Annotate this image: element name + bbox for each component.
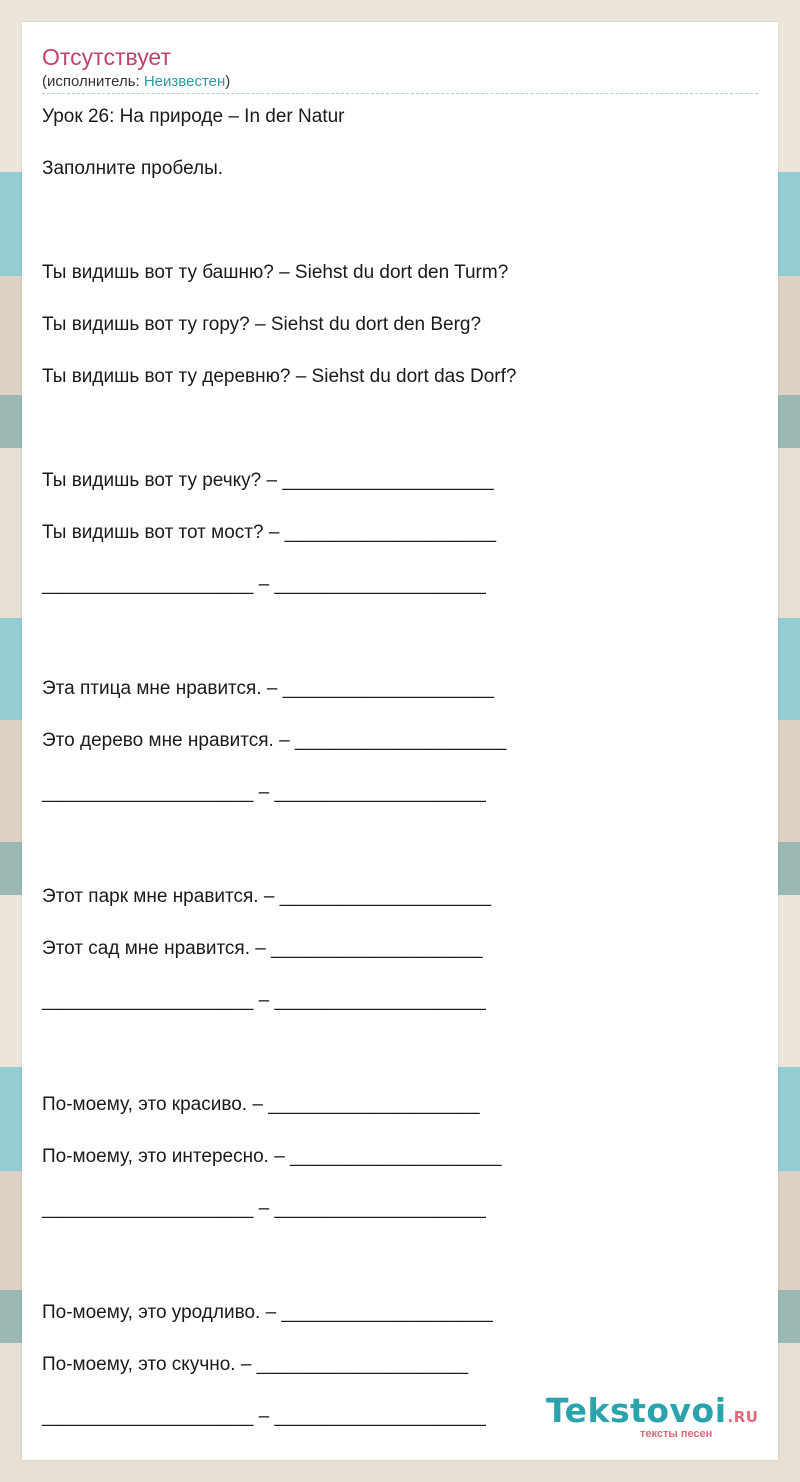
title-divider [42,93,758,94]
lyric-line: Ты видишь вот ту гору? – Siehst du dort den Berg? [42,314,482,335]
lyric-line: Этот сад мне нравится. – ____________________ [42,938,483,959]
artist-suffix: ) [225,73,231,90]
lyrics-body [42,105,758,1457]
lyric-line: ____________________ – ____________________ [42,574,486,595]
lyric-line: ____________________ – ____________________ [42,782,486,803]
lyric-line [42,417,758,469]
lyric-line: Этот парк мне нравится. – ____________________ [42,886,492,907]
lyric-line [42,209,758,261]
lyric-line: Заполните пробелы. [42,158,224,179]
lyric-line: Ты видишь вот ту деревню? – Siehst du dort das Dorf? [42,366,517,387]
lyric-line [42,1249,758,1301]
logo-name: Tekstovoi [546,1391,727,1430]
lyric-line: Это дерево мне нравится. – ____________________ [42,730,507,751]
lyric-line [42,833,758,885]
lyric-line: По-моему, это скучно. – ____________________ [42,1354,469,1375]
lyrics-card [22,22,778,1460]
lyric-line: По-моему, это красиво. – ____________________ [42,1094,480,1115]
logo-tld: .RU [727,1408,759,1426]
lyric-line: Ты видишь вот ту речку? – ____________________ [42,470,494,491]
lyric-line: ____________________ – ____________________ [42,1406,486,1427]
artist-link[interactable]: Неизвестен [143,73,226,90]
lyric-line: Урок 26: На природе – In der Natur [42,106,345,127]
lyric-line: Ты видишь вот ту башню? – Siehst du dort den Turm? [42,262,509,283]
lyric-line: ____________________ – ____________________ [42,990,486,1011]
artist-prefix: (исполнитель: [42,73,144,90]
artist-line [42,73,230,91]
song-title: Отсутствует [42,44,171,70]
lyric-line [42,625,758,677]
lyric-line: ____________________ – ____________________ [42,1198,486,1219]
lyric-line: Эта птица мне нравится. – ____________________ [42,678,495,699]
lyric-line: Ты видишь вот тот мост? – ____________________ [42,522,497,543]
lyric-line: По-моему, это уродливо. – ____________________ [42,1302,493,1323]
logo-tagline: тексты песен [640,1428,713,1440]
lyric-line: По-моему, это интересно. – ____________________ [42,1146,502,1167]
lyric-line [42,1041,758,1093]
